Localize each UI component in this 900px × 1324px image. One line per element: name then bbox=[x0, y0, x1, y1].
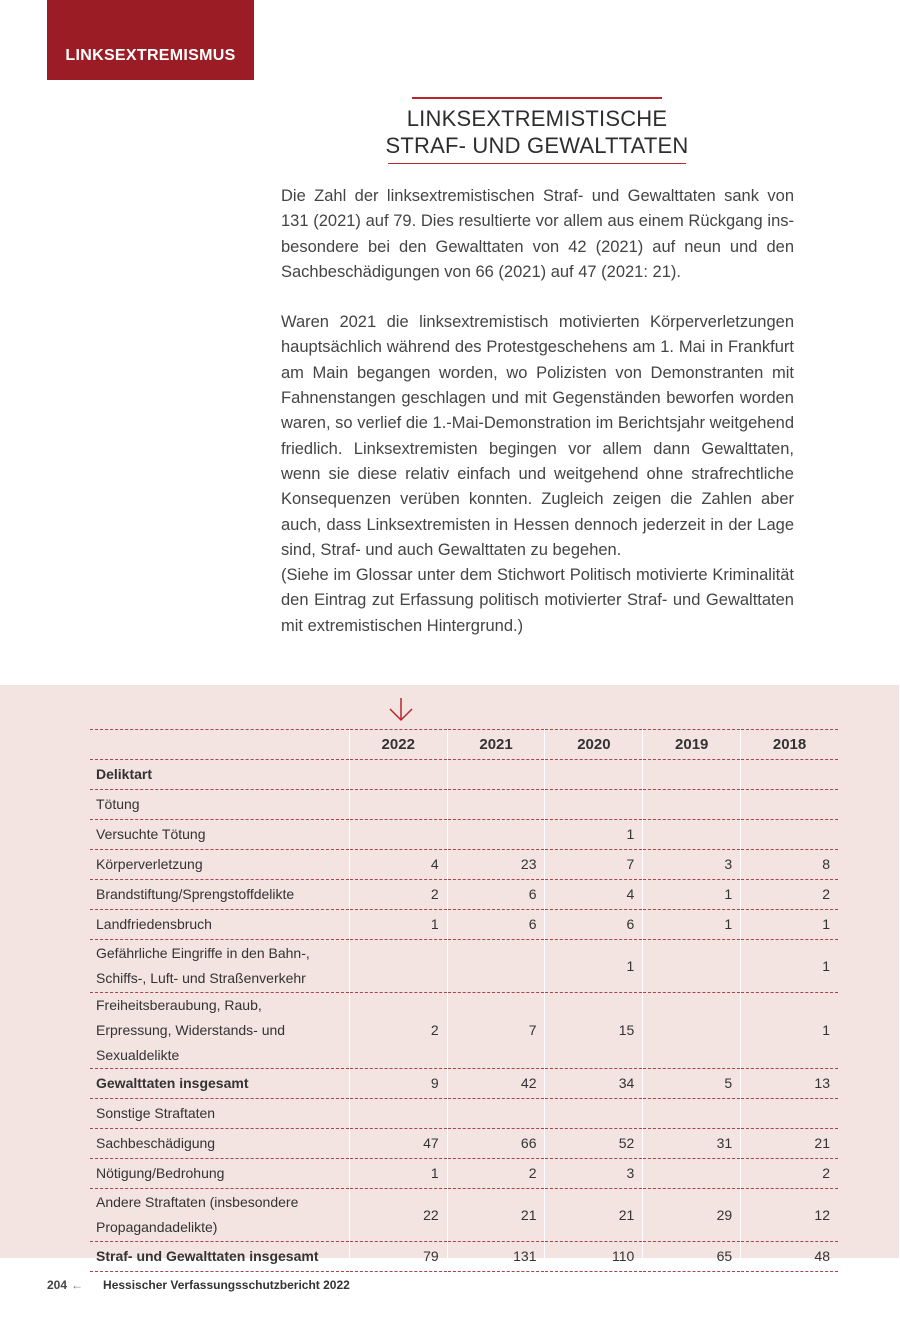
value-cell: 2 bbox=[349, 880, 447, 910]
table-row bbox=[90, 1159, 838, 1189]
value-cell bbox=[349, 820, 447, 850]
value-cell: 6 bbox=[545, 910, 643, 940]
value-cell bbox=[545, 1099, 643, 1129]
value-cell: 6 bbox=[447, 880, 545, 910]
row-label: Deliktart bbox=[90, 760, 349, 790]
table-row bbox=[90, 880, 838, 910]
value-cell: 47 bbox=[349, 1129, 447, 1159]
value-cell: 34 bbox=[545, 1069, 643, 1099]
table-row bbox=[90, 760, 838, 790]
value-cell bbox=[447, 760, 545, 790]
value-cell: 6 bbox=[447, 910, 545, 940]
value-cell: 2 bbox=[741, 880, 838, 910]
value-cell bbox=[643, 1159, 741, 1189]
value-cell: 66 bbox=[447, 1129, 545, 1159]
paragraph-1: Die Zahl der linksextremistischen Straf- und Gewalttaten sank von 131 (2021) auf 79. Dies resultierte vor allem aus einem Rückgang insbesondere bei den Gewalttaten von 42 (2021) auf neun und den Sachbeschädigungen von 66 (2021) auf 47 (2021: 21). bbox=[281, 187, 794, 281]
heading-line-1: LINKSEXTREMISTISCHE bbox=[406, 106, 668, 131]
row-label: Straf- und Gewalttaten insgesamt bbox=[90, 1242, 349, 1272]
value-cell bbox=[741, 1099, 838, 1129]
value-cell: 2 bbox=[741, 1159, 838, 1189]
row-label: Tötung bbox=[90, 790, 349, 820]
row-label: Gefährliche Eingriffe in den Bahn-, Schiffs-, Luft- und Straßenverkehr bbox=[90, 940, 349, 993]
value-cell: 1 bbox=[741, 910, 838, 940]
row-label: Freiheitsberaubung, Raub, Erpressung, Widerstands- und Sexualdelikte bbox=[90, 993, 349, 1069]
value-cell bbox=[643, 820, 741, 850]
row-label: Nötigung/Bedrohung bbox=[90, 1159, 349, 1189]
value-cell: 4 bbox=[349, 850, 447, 880]
value-cell: 21 bbox=[447, 1189, 545, 1242]
heading-title bbox=[380, 99, 694, 163]
table-row bbox=[90, 940, 838, 993]
value-cell bbox=[643, 940, 741, 993]
value-cell bbox=[643, 790, 741, 820]
year-header: 2021 bbox=[447, 730, 545, 760]
value-cell bbox=[349, 790, 447, 820]
value-cell: 48 bbox=[741, 1242, 838, 1272]
value-cell bbox=[545, 760, 643, 790]
value-cell bbox=[447, 820, 545, 850]
value-cell bbox=[643, 993, 741, 1069]
value-cell: 2 bbox=[349, 993, 447, 1069]
value-cell bbox=[741, 790, 838, 820]
value-cell: 12 bbox=[741, 1189, 838, 1242]
value-cell: 7 bbox=[545, 850, 643, 880]
value-cell: 7 bbox=[447, 993, 545, 1069]
value-cell bbox=[741, 760, 838, 790]
value-cell: 1 bbox=[349, 1159, 447, 1189]
table-row bbox=[90, 850, 838, 880]
value-cell bbox=[447, 1099, 545, 1129]
row-label: Versuchte Tötung bbox=[90, 820, 349, 850]
paragraph-3: (Siehe im Glossar unter dem Stichwort Politisch motivierte Kriminalität den Eintrag zut Erfassung politisch motivierter Straf- und Gewalttaten mit extremistischen Hintergrund.) bbox=[281, 566, 794, 635]
table-row bbox=[90, 1099, 838, 1129]
value-cell bbox=[545, 790, 643, 820]
table-row bbox=[90, 1189, 838, 1242]
value-cell: 21 bbox=[741, 1129, 838, 1159]
value-cell: 42 bbox=[447, 1069, 545, 1099]
statistics-table bbox=[90, 729, 838, 1272]
table-row bbox=[90, 1069, 838, 1099]
value-cell: 21 bbox=[545, 1189, 643, 1242]
row-label: Brandstiftung/Sprengstoffdelikte bbox=[90, 880, 349, 910]
arrow-down-icon bbox=[388, 697, 414, 723]
value-cell: 1 bbox=[349, 910, 447, 940]
value-cell: 29 bbox=[643, 1189, 741, 1242]
table-row bbox=[90, 910, 838, 940]
row-label: Andere Straftaten (insbesondere Propagandadelikte) bbox=[90, 1189, 349, 1242]
year-header: 2020 bbox=[545, 730, 643, 760]
value-cell: 1 bbox=[545, 820, 643, 850]
table-row bbox=[90, 1242, 838, 1272]
value-cell: 2 bbox=[447, 1159, 545, 1189]
page-heading bbox=[380, 97, 694, 164]
value-cell: 13 bbox=[741, 1069, 838, 1099]
table-header-row bbox=[90, 730, 838, 760]
value-cell: 79 bbox=[349, 1242, 447, 1272]
value-cell bbox=[447, 790, 545, 820]
header-blank-cell bbox=[90, 730, 349, 760]
value-cell bbox=[643, 1099, 741, 1129]
value-cell: 3 bbox=[643, 850, 741, 880]
table-body bbox=[90, 760, 838, 1272]
value-cell bbox=[349, 940, 447, 993]
value-cell: 131 bbox=[447, 1242, 545, 1272]
value-cell bbox=[349, 1099, 447, 1129]
table-row bbox=[90, 820, 838, 850]
paragraph-2: Waren 2021 die linksextremistisch motivierten Körperverletzungen hauptsächlich während des Protestgeschehens am 1. Mai in Frankfurt am Main begangen worden, wo Polizisten von Demonstranten mit Fahnenstangen geschlagen und mit Gegenständen beworfen worden waren, so verlief die 1.-Mai-Demonstration im Berichtsjahr weitgehend friedlich. Linksextremisten begingen vor allem dann Gewalttaten, wenn sie diese relativ einfach und weitgehend ohne strafrechtliche Konsequenzen verüben konnten. Zugleich zeigen die Zahlen aber auch, dass Linksextremisten in Hessen dennoch jederzeit in der Lage sind, Straf- und auch Gewalttaten zu begehen. bbox=[281, 313, 794, 559]
year-header: 2018 bbox=[741, 730, 838, 760]
value-cell: 5 bbox=[643, 1069, 741, 1099]
section-tab: LINKSEXTREMISMUS bbox=[47, 0, 254, 80]
table-row bbox=[90, 993, 838, 1069]
table-row bbox=[90, 1129, 838, 1159]
value-cell bbox=[741, 820, 838, 850]
arrow-left-icon: ← bbox=[71, 1278, 84, 1292]
value-cell: 65 bbox=[643, 1242, 741, 1272]
value-cell: 22 bbox=[349, 1189, 447, 1242]
row-label: Sachbeschädigung bbox=[90, 1129, 349, 1159]
heading-bottom-rule bbox=[388, 163, 686, 164]
value-cell bbox=[643, 760, 741, 790]
value-cell: 8 bbox=[741, 850, 838, 880]
value-cell: 9 bbox=[349, 1069, 447, 1099]
value-cell: 31 bbox=[643, 1129, 741, 1159]
value-cell: 23 bbox=[447, 850, 545, 880]
value-cell: 3 bbox=[545, 1159, 643, 1189]
value-cell: 1 bbox=[741, 940, 838, 993]
row-label: Landfriedensbruch bbox=[90, 910, 349, 940]
value-cell: 1 bbox=[741, 993, 838, 1069]
heading-line-2: STRAF- UND GEWALTTATEN bbox=[385, 133, 689, 158]
value-cell: 110 bbox=[545, 1242, 643, 1272]
value-cell: 4 bbox=[545, 880, 643, 910]
publication-title: Hessischer Verfassungsschutzbericht 2022 bbox=[103, 1278, 350, 1292]
body-text bbox=[281, 184, 794, 664]
table-row bbox=[90, 790, 838, 820]
value-cell: 1 bbox=[643, 910, 741, 940]
page-footer bbox=[47, 1278, 350, 1292]
value-cell: 1 bbox=[643, 880, 741, 910]
row-label: Sonstige Straftaten bbox=[90, 1099, 349, 1129]
value-cell: 52 bbox=[545, 1129, 643, 1159]
year-header: 2019 bbox=[643, 730, 741, 760]
row-label: Körperverletzung bbox=[90, 850, 349, 880]
row-label: Gewalttaten insgesamt bbox=[90, 1069, 349, 1099]
value-cell: 1 bbox=[545, 940, 643, 993]
value-cell bbox=[447, 940, 545, 993]
year-header: 2022 bbox=[349, 730, 447, 760]
value-cell bbox=[349, 760, 447, 790]
value-cell: 15 bbox=[545, 993, 643, 1069]
page-number: 204 bbox=[47, 1278, 68, 1292]
